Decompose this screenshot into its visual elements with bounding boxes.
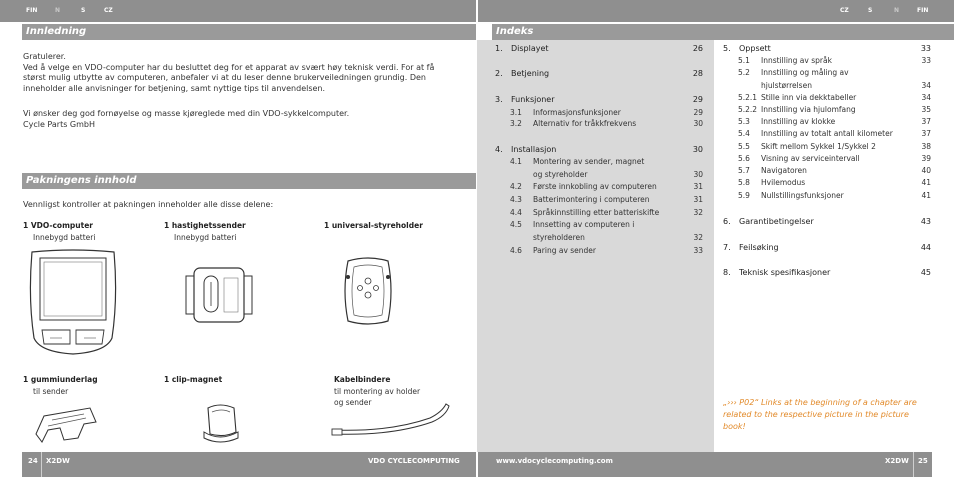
clip-magnet-icon: [200, 402, 242, 446]
toc-row[interactable]: 5.8 Hvilemodus 41: [738, 178, 931, 187]
lang-s: S: [81, 7, 86, 14]
toc-row[interactable]: 5.2.2 Innstilling via hjulomfang 35: [738, 105, 931, 114]
note-line: related to the respective picture in the picture: [723, 410, 909, 419]
item-cable-title: Kabelbindere: [334, 375, 391, 384]
item-magnet-title: 1 clip-magnet: [164, 375, 223, 384]
lang-n-right: N: [894, 7, 900, 14]
toc-row[interactable]: hjulstørrelsen 34: [761, 81, 931, 90]
toc-row[interactable]: 4.4 Språkinnstilling etter batteriskifte 32: [510, 208, 703, 217]
intro-line: Ved å velge en VDO-computer har du besluttet deg for et apparat av svært høy teknisk verdi. For at få: [23, 63, 435, 72]
toc-row[interactable]: 4.5 Innsetting av computeren i: [510, 220, 635, 229]
rubber-pad-icon: [34, 404, 98, 444]
note-line: „››› P02“ Links at the beginning of a chapter are: [723, 398, 917, 407]
top-bar-right: [478, 0, 954, 22]
vdo-computer-icon: [26, 248, 120, 356]
footer-divider: [41, 452, 42, 477]
lang-n: N: [55, 7, 61, 14]
item-holder-title: 1 universal-styreholder: [324, 221, 423, 230]
intro-header: Innledning: [22, 24, 476, 40]
toc-row[interactable]: 6. Garantibetingelser 43: [723, 217, 931, 226]
lang-s-right: S: [868, 7, 873, 14]
toc-left: [495, 44, 703, 264]
toc-row[interactable]: 5.5 Skift mellom Sykkel 1/Sykkel 2 38: [738, 142, 931, 151]
toc-row[interactable]: 4.6 Paring av sender 33: [510, 246, 703, 255]
toc-row[interactable]: 5.7 Navigatoren 40: [738, 166, 931, 175]
model-right: X2DW: [885, 457, 909, 465]
intro-line: inneholder alle anvisninger for betjening, samt nyttige tips til anvendelsen.: [23, 84, 326, 93]
toc-row[interactable]: 4.2 Første innkobling av computeren 31: [510, 182, 703, 191]
item-sender-title: 1 hastighetssender: [164, 221, 246, 230]
toc-row[interactable]: 5. Oppsett 33: [723, 44, 931, 53]
toc-row[interactable]: 3. Funksjoner 29: [495, 95, 703, 104]
item-rubber-title: 1 gummiunderlag: [23, 375, 98, 384]
universal-holder-icon: [340, 255, 396, 327]
website-link[interactable]: www.vdocyclecomputing.com: [496, 457, 613, 465]
item-rubber-sub: til sender: [33, 387, 69, 396]
model-left: X2DW: [46, 457, 70, 465]
toc-row[interactable]: 3.1 Informasjonsfunksjoner 29: [510, 108, 703, 117]
toc-row[interactable]: 4.3 Batterimontering i computeren 31: [510, 195, 703, 204]
item-cable-sub2: og sender: [334, 398, 372, 407]
toc-row[interactable]: 1. Displayet 26: [495, 44, 703, 53]
toc-row[interactable]: 5.6 Visning av serviceintervall 39: [738, 154, 931, 163]
page-number-right: 25: [918, 457, 928, 465]
lang-fin-right: FIN: [917, 7, 929, 14]
toc-row[interactable]: og styreholder 30: [533, 170, 703, 179]
toc-row[interactable]: 5.4 Innstilling av totalt antall kilometer 37: [738, 129, 931, 138]
item-sender-sub: Innebygd batteri: [174, 233, 237, 242]
toc-row[interactable]: 5.3 Innstilling av klokke 37: [738, 117, 931, 126]
item-cable-sub: til montering av holder: [334, 387, 421, 396]
item-computer-sub: Innebygd batteri: [33, 233, 96, 242]
intro-line: størst mulig utbytte av computeren, anbefaler vi at du leser denne brukerveiledningen grundig. Den: [23, 73, 426, 82]
intro-line: Vi ønsker deg god fornøyelse og masse kjøreglede med din VDO-sykkelcomputer.: [23, 109, 350, 118]
brand-name: VDO CYCLECOMPUTING: [368, 457, 460, 465]
speed-sender-icon: [184, 266, 254, 324]
toc-row[interactable]: 2. Betjening 28: [495, 69, 703, 78]
intro-line: Gratulerer.: [23, 52, 66, 61]
toc-right: [723, 44, 931, 284]
page-number-left: 24: [28, 457, 38, 465]
toc-row[interactable]: 7. Feilsøking 44: [723, 243, 931, 252]
cable-tie-icon: [330, 402, 452, 438]
intro-line: Cycle Parts GmbH: [23, 120, 95, 129]
top-bar-left: [0, 0, 476, 22]
lang-cz: CZ: [104, 7, 113, 14]
toc-row[interactable]: 5.2.1 Stille inn via dekktabeller 34: [738, 93, 931, 102]
footer-left: [22, 452, 476, 477]
toc-row[interactable]: 8. Teknisk spesifikasjoner 45: [723, 268, 931, 277]
toc-row[interactable]: 5.9 Nullstillingsfunksjoner 41: [738, 191, 931, 200]
toc-row[interactable]: 5.1 Innstilling av språk 33: [738, 56, 931, 65]
package-header: Pakningens innhold: [22, 173, 476, 189]
lang-cz-right: CZ: [840, 7, 849, 14]
toc-row[interactable]: 4.1 Montering av sender, magnet: [510, 157, 645, 166]
package-intro: Vennligst kontroller at pakningen inneholder alle disse delene:: [23, 200, 274, 209]
note-line: book!: [723, 422, 746, 431]
item-computer-title: 1 VDO-computer: [23, 221, 93, 230]
toc-row[interactable]: styreholderen 32: [533, 233, 703, 242]
lang-fin: FIN: [26, 7, 38, 14]
toc-row[interactable]: 3.2 Alternativ for tråkkfrekvens 30: [510, 119, 703, 128]
toc-row[interactable]: 5.2 Innstilling og måling av: [738, 68, 849, 77]
footer-right: [478, 452, 932, 477]
footer-divider: [913, 452, 914, 477]
index-header: Indeks: [492, 24, 954, 40]
toc-row[interactable]: 4. Installasjon 30: [495, 145, 703, 154]
